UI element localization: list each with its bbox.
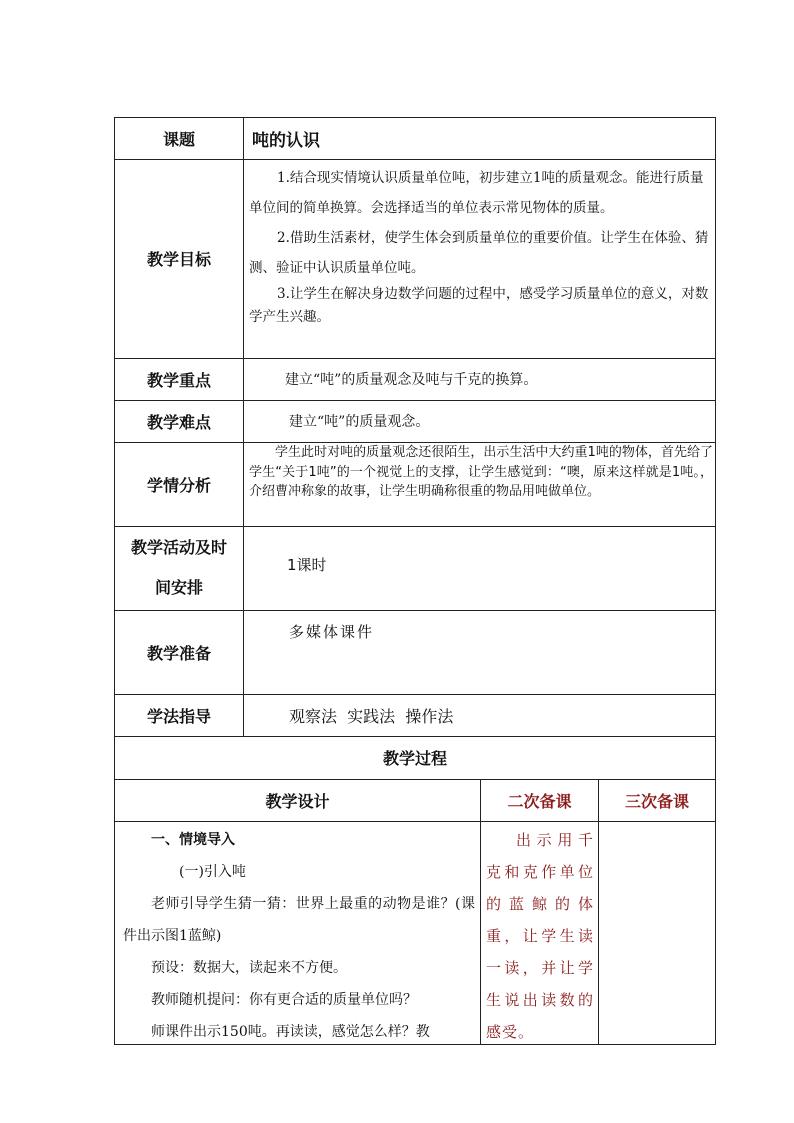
preparation-label: 教学准备 bbox=[146, 643, 211, 663]
design-line: 师课件出示150吨。再读读，感觉怎么样？教 bbox=[151, 1024, 430, 1040]
goals-label: 教学目标 bbox=[146, 250, 211, 269]
activity-label-line1: 教学活动及时 bbox=[130, 538, 227, 557]
goals-content bbox=[249, 163, 711, 356]
row-divider bbox=[115, 821, 715, 822]
method-value: 观察法 实践法 操作法 bbox=[289, 706, 454, 726]
lesson-plan-table bbox=[114, 117, 716, 1045]
design-content bbox=[123, 824, 475, 1042]
second-review-header: 二次备课 bbox=[507, 791, 572, 811]
goal-item: 1.结合现实情境认识质量单位吨，初步建立1吨的质量观念。能进行质量单位间的简单换算。会选择适当的单位表示常见物体的质量。 bbox=[249, 170, 704, 216]
topic-value: 吨的认识 bbox=[252, 131, 320, 151]
topic-label: 课题 bbox=[162, 130, 195, 149]
analysis-value: 学生此时对吨的质量观念还很陌生，出示生活中大约重1吨的物体，首先给了学生“关于1吨”的一个视觉上的支撑，让学生感觉到：“噢，原来这样就是1吨。，介绍曹冲称象的故事，让学生明确称很重的物品用吨做单位。 bbox=[249, 445, 713, 499]
preparation-value: 多媒体课件 bbox=[289, 623, 375, 641]
key-point-label: 教学重点 bbox=[146, 370, 211, 390]
design-line: 教师随机提问：你有更合适的质量单位吗？ bbox=[151, 992, 417, 1008]
third-review-header: 三次备课 bbox=[624, 791, 689, 811]
goal-item: 3.让学生在解决身边数学问题的过程中，感受学习质量单位的意义，对数学产生兴趣。 bbox=[249, 286, 709, 325]
section-heading: 一、情境导入 bbox=[151, 832, 235, 848]
design-header: 教学设计 bbox=[265, 791, 330, 811]
process-header: 教学过程 bbox=[382, 749, 447, 768]
design-line: (一)引入吨 bbox=[179, 864, 246, 880]
activity-value: 1课时 bbox=[287, 556, 327, 574]
activity-label bbox=[115, 526, 243, 610]
design-line: 老师引导学生猜一猜：世界上最重的动物是谁？(课件出示图1蓝鲸) bbox=[123, 896, 475, 944]
difficulty-label: 教学难点 bbox=[146, 412, 211, 432]
second-review-note: 出示用千克和克作单位的蓝鲸的体重，让学生读一读，并让学生说出读数的感受。 bbox=[486, 831, 594, 1041]
key-point-value: 建立“吨”的质量观念及吨与千克的换算。 bbox=[285, 372, 538, 388]
method-label: 学法指导 bbox=[146, 706, 211, 726]
analysis-label: 学情分析 bbox=[146, 475, 211, 495]
difficulty-value: 建立“吨”的质量观念。 bbox=[289, 414, 430, 430]
column-divider bbox=[243, 118, 244, 736]
goal-item: 2.借助生活素材，使学生体会到质量单位的重要价值。让学生在体验、猜测、验证中认识质量单位吨。 bbox=[249, 230, 709, 276]
activity-label-line2: 间安排 bbox=[154, 578, 203, 597]
design-line: 预设：数据大，读起来不方便。 bbox=[151, 960, 347, 976]
